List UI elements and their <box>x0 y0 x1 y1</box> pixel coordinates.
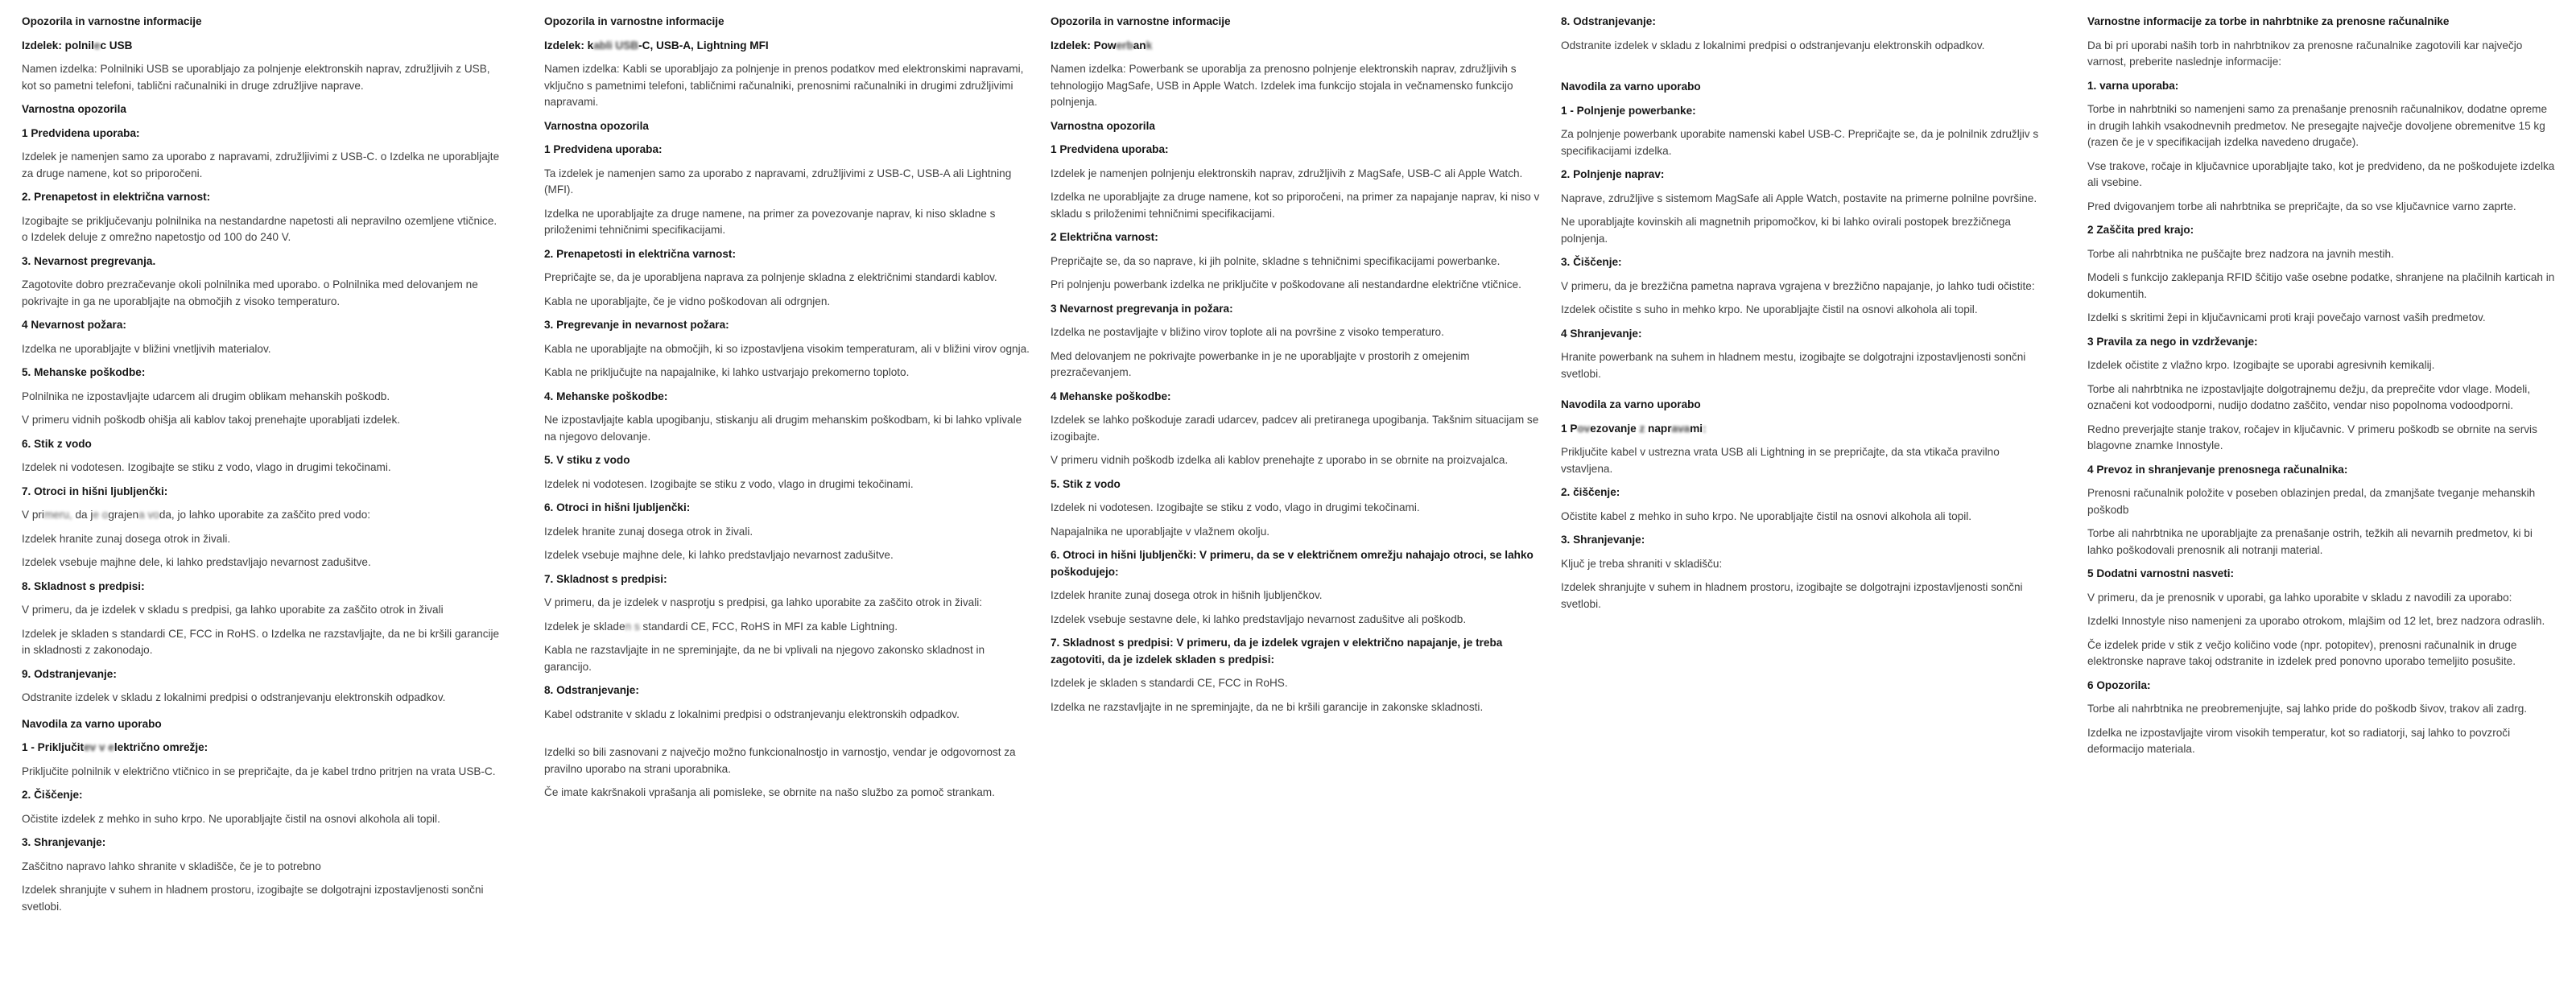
blurred-text: abli USB <box>593 39 639 52</box>
paragraph: Kabla ne razstavljajte in ne spreminjajte, da ne bi vplivali na njegovo zakonsko skladnost in garancijo. <box>544 644 985 673</box>
paragraph: V primeru, da je ograjena voda, jo lahko uporabite za zaščito pred vodo: <box>22 509 371 521</box>
section-heading: 4 Shranjevanje: <box>1561 327 1642 340</box>
paragraph: Zaščitno napravo lahko shranite v skladišče, če je to potrebno <box>22 860 321 872</box>
paragraph: Ta izdelek je namenjen samo za uporabo z napravami, združljivimi z USB-C, USB-A ali Lightning (MFI). <box>544 167 1012 196</box>
paragraph: Izdelek hranite zunaj dosega otrok in živali. <box>22 532 231 545</box>
paragraph: Izdelka ne uporabljajte za druge namene, kot so priporočeni, na primer za napajanje naprav, ki niso v skladu s priloženimi tehničnimi specifikacijami. <box>1051 191 1540 220</box>
blurred-text: ov <box>1577 422 1591 435</box>
paragraph: Izdelek je skladen s standardi CE, FCC in RoHS. o Izdelka ne razstavljajte, da ne bi kršili garancije in skladnosti z zakonodajo. <box>22 627 500 656</box>
section-heading: 3. Shranjevanje: <box>1561 534 1645 546</box>
paragraph: Kabel odstranite v skladu z lokalnimi predpisi o odstranjevanju elektronskih odpadkov. <box>544 707 960 720</box>
section-heading: Varnostna opozorila <box>1051 119 1155 132</box>
paragraph: Namen izdelka: Powerbank se uporablja za prenosno polnjenje elektronskih naprav, združljivih s tehnologijo MagSafe, USB in Apple Watch. Izdelek ima funkcijo stojala in večnamensko funkcijo polnjenja. <box>1051 63 1517 108</box>
blurred-text: erb <box>1116 39 1133 52</box>
paragraph: Ključ je treba shraniti v skladišču: <box>1561 557 1723 570</box>
blurred-text: z <box>1639 422 1645 435</box>
paragraph: Torbe ali nahrbtnika ne preobremenjujte, saj lahko pride do poškodb šivov, trakov ali zadrg. <box>2087 703 2528 715</box>
paragraph: Izdelka ne postavljajte v bližino virov toplote ali na površine z visoko temperaturo. <box>1051 326 1444 338</box>
paragraph: Prenosni računalnik položite v poseben oblazinjen predal, da zmanjšate tveganje mehanskih poškodb <box>2087 487 2536 516</box>
section-heading: Varnostna opozorila <box>22 103 126 115</box>
paragraph: Izdelki s skritimi žepi in ključavnicami proti kraji povečajo varnost vaših predmetov. <box>2087 311 2486 324</box>
section-heading: 3 Nevarnost pregrevanja in požara: <box>1051 302 1233 315</box>
section-heading: Navodila za varno uporabo <box>1561 398 1701 410</box>
paragraph: Zagotovite dobro prezračevanje okoli polnilnika med uporabo. o Polnilnika med delovanjem ne pokrivajte in ga ne uporabljajte na območjih z visoko temperaturo. <box>22 278 478 307</box>
section-heading: 5. V stiku z vodo <box>544 454 630 466</box>
column-powerbank <box>1051 14 1540 723</box>
section-heading: 2. čiščenje: <box>1561 486 1620 498</box>
blurred-text: : <box>1703 422 1707 435</box>
paragraph: Med delovanjem ne pokrivajte powerbanke in je ne uporabljajte v prostorih z omejenim prezračevanjem. <box>1051 349 1470 378</box>
paragraph: Izdelki Innostyle niso namenjeni za uporabo otrokom, mlajšim od 12 let, brez nadzora odraslih. <box>2087 615 2545 627</box>
paragraph: V primeru, da je izdelek v nasprotju s predpisi, ga lahko uporabite za zaščito otrok in živali: <box>544 596 983 608</box>
section-heading: Navodila za varno uporabo <box>22 717 162 730</box>
section-heading: Navodila za varno uporabo <box>1561 80 1701 93</box>
section-heading: 2. Prenapetost in električna varnost: <box>22 191 211 203</box>
section-heading: 1. varna uporaba: <box>2087 79 2179 92</box>
paragraph: Izdelek vsebuje majhne dele, ki lahko predstavljajo nevarnost zadušitve. <box>22 556 371 568</box>
paragraph: Očistite kabel z mehko in suho krpo. Ne uporabljajte čistil na osnovi alkohola ali topil. <box>1561 509 1972 522</box>
blurred-text: n s <box>625 620 640 633</box>
section-heading: 3. Pregrevanje in nevarnost požara: <box>544 319 729 331</box>
blurred-text: ev v e <box>84 741 114 753</box>
paragraph: Izdelek je skladen s standardi CE, FCC in RoHS. <box>1051 677 1288 689</box>
paragraph: Očistite izdelek z mehko in suho krpo. Ne uporabljajte čistil na osnovi alkohola ali topil. <box>22 812 440 825</box>
section-heading: 2. Čiščenje: <box>22 789 83 801</box>
paragraph: Vse trakove, ročaje in ključavnice uporabljajte tako, kot je predvideno, da ne poškodujete izdelka ali vsebine. <box>2087 159 2555 188</box>
section-heading: 7. Skladnost s predpisi: V primeru, da je izdelek vgrajen v električno napajanje, je treba zagotoviti, da je izdelek skladen s predpisi: <box>1051 637 1503 666</box>
paragraph: Ne izpostavljajte kabla upogibanju, stiskanju ali drugim mehanskim poškodbam, ki bi lahko vplivale na njegovo delovanje. <box>544 414 1022 443</box>
blurred-text: k <box>1146 39 1153 52</box>
paragraph: Izdelek vsebuje sestavne dele, ki lahko predstavljajo nevarnost zadušitve ali poškodb. <box>1051 612 1467 625</box>
section-heading: 6. Otroci in hišni ljubljenčki: V primeru, da se v električnem omrežju nahajajo otroci, se lahko poškodujejo: <box>1051 549 1534 578</box>
paragraph: Izdelek je namenjen polnjenju elektronskih naprav, združljivih z MagSafe, USB-C ali Apple Watch. <box>1051 167 1523 179</box>
section-heading: 2 Električna varnost: <box>1051 231 1158 243</box>
blurred-text: meru, <box>43 509 72 521</box>
paragraph: Naprave, združljive s sistemom MagSafe ali Apple Watch, postavite na primerne polnilne površine. <box>1561 192 2037 204</box>
paragraph: Izdelek ni vodotesen. Izogibajte se stiku z vodo, vlago in drugimi tekočinami. <box>544 477 914 490</box>
paragraph: Odstranite izdelek v skladu z lokalnimi predpisi o odstranjevanju elektronskih odpadkov. <box>22 691 446 703</box>
section-heading: 7. Skladnost s predpisi: <box>544 572 667 585</box>
section-heading: Izdelek: Powerbank <box>1051 39 1153 52</box>
paragraph: V primeru vidnih poškodb izdelka ali kablov prenehajte z uporabo in se obrnite na proizvajalca. <box>1051 454 1509 466</box>
paragraph: Kabla ne uporabljajte na območjih, ki so izpostavljena visokim temperaturam, ali v bližini virov ognja. <box>544 342 1030 355</box>
paragraph: Izdelka ne uporabljajte za druge namene, na primer za povezovanje naprav, ki niso skladne s priloženimi tehničnimi specifikacijami. <box>544 207 996 236</box>
section-heading: 4 Prevoz in shranjevanje prenosnega računalnika: <box>2087 463 2348 476</box>
paragraph: Priključite polnilnik v električno vtičnico in se prepričajte, da je kabel trdno pritrjen na vrata USB-C. <box>22 765 496 777</box>
paragraph: Torbe in nahrbtniki so namenjeni samo za prenašanje prenosnih računalnikov, dodatne opreme in drugih lahkih vsakodnevnih predmetov. Ne presegajte največje dovoljene obremenitve 15 kg (razen če je v specifikacijah izdelka navedeno drugače). <box>2087 103 2548 148</box>
paragraph: Redno preverjajte stanje trakov, ročajev in ključavnic. V primeru poškodb se obrnite na servis blagovne znamke Innostyle. <box>2087 423 2537 451</box>
paragraph: Izdelek ni vodotesen. Izogibajte se stiku z vodo, vlago in drugimi tekočinami. <box>1051 501 1420 513</box>
paragraph: Prepričajte se, da so naprave, ki jih polnite, skladne s tehničnimi specifikacijami powerbanke. <box>1051 254 1501 267</box>
column-laptop-bags <box>2087 14 2558 765</box>
paragraph: Torbe ali nahrbtnika ne izpostavljajte dolgotrajnemu dežju, da preprečite vdor vlage. Modeli, označeni kot vodoodporni, nudijo dodatno zaščito, vendar niso popolnoma vodoodporni. <box>2087 382 2531 411</box>
paragraph: Izdelek shranjujte v suhem in hladnem prostoru, izogibajte se dolgotrajni izpostavljenosti sončni svetlobi. <box>22 884 484 913</box>
paragraph: Izdelek hranite zunaj dosega otrok in hišnih ljubljenčkov. <box>1051 589 1323 601</box>
section-heading: 8. Skladnost s predpisi: <box>22 579 145 592</box>
section-heading: 4 Nevarnost požara: <box>22 319 126 331</box>
column-usb-charger <box>22 14 505 922</box>
section-heading: 4 Mehanske poškodbe: <box>1051 390 1171 402</box>
section-heading: 3. Shranjevanje: <box>22 836 106 848</box>
section-heading: 6 Opozorila: <box>2087 678 2151 691</box>
blurred-text: ava <box>1671 422 1690 435</box>
section-heading: 1 - Priključitev v električno omrežje: <box>22 741 208 753</box>
paragraph: Torbe ali nahrbtnika ne puščajte brez nadzora na javnih mestih. <box>2087 247 2394 260</box>
section-heading: 7. Otroci in hišni ljubljenčki: <box>22 484 168 497</box>
section-heading: Varnostna opozorila <box>544 119 649 132</box>
blurred-text: e <box>93 39 101 52</box>
section-heading: 3. Nevarnost pregrevanja. <box>22 254 156 267</box>
column-instructions <box>1561 14 2054 620</box>
section-heading: Izdelek: kabli USB-C, USB-A, Lightning MFI <box>544 39 769 52</box>
column-cables <box>544 14 1030 809</box>
paragraph: Izdelka ne uporabljajte v bližini vnetljivih materialov. <box>22 342 271 355</box>
paragraph: V primeru, da je izdelek v skladu s predpisi, ga lahko uporabite za zaščito otrok in živali <box>22 604 444 616</box>
paragraph: Za polnjenje powerbank uporabite namenski kabel USB-C. Prepričajte se, da je polnilnik združljiv s specifikacijami izdelka. <box>1561 128 2039 157</box>
paragraph: Izdelek shranjujte v suhem in hladnem prostoru, izogibajte se dolgotrajni izpostavljenosti sončni svetlobi. <box>1561 581 2023 610</box>
paragraph: Izdelek se lahko poškoduje zaradi udarcev, padcev ali pretiranega upogibanja. Takšnim situacijam se izogibajte. <box>1051 414 1539 443</box>
section-heading: 8. Odstranjevanje: <box>1561 15 1656 27</box>
paragraph: Priključite kabel v ustrezna vrata USB ali Lightning in se prepričajte, da sta vtikača pravilno vstavljena. <box>1561 446 2000 475</box>
paragraph: Da bi pri uporabi naših torb in nahrbtnikov za prenosne računalnike zagotovili kar največjo varnost, preberite naslednje informacije: <box>2087 39 2523 68</box>
paragraph: Izdelek je namenjen samo za uporabo z napravami, združljivimi z USB-C. o Izdelka ne uporabljajte za druge namene, kot so priporočeni. <box>22 150 500 179</box>
section-heading: 1 Predvidena uporaba: <box>544 143 663 155</box>
paragraph: Izdelek je skladen s standardi CE, FCC, RoHS in MFI za kable Lightning. <box>544 620 898 633</box>
section-heading: 1 Predvidena uporaba: <box>22 126 140 139</box>
paragraph: Izdelki so bili zasnovani z največjo možno funkcionalnostjo in varnostjo, vendar je odgovornost za pravilno uporabo na strani uporabnika. <box>544 746 1016 775</box>
paragraph: Izogibajte se priključevanju polnilnika na nestandardne napetosti ali nepravilno ozemljene vtičnice. o Izdelek deluje z omrežno napetostjo od 100 do 240 V. <box>22 214 497 243</box>
paragraph: V primeru, da je prenosnik v uporabi, ga lahko uporabite v skladu z navodili za uporabo: <box>2087 591 2512 604</box>
paragraph: Izdelek hranite zunaj dosega otrok in živali. <box>544 525 753 538</box>
paragraph: Pri polnjenju powerbank izdelka ne priključite v poškodovane ali nestandardne električne vtičnice. <box>1051 278 1521 291</box>
section-heading: 9. Odstranjevanje: <box>22 667 117 680</box>
paragraph: Odstranite izdelek v skladu z lokalnimi predpisi o odstranjevanju elektronskih odpadkov. <box>1561 39 1985 52</box>
section-heading: 3. Čiščenje: <box>1561 256 1622 268</box>
paragraph: V primeru, da je brezžična pametna naprava vgrajena v brezžično napajanje, jo lahko tudi očistite: <box>1561 279 2035 292</box>
section-heading: 3 Pravila za nego in vzdrževanje: <box>2087 335 2258 348</box>
paragraph: Izdelek očistite s suho in mehko krpo. Ne uporabljajte čistil na osnovi alkohola ali topil. <box>1561 303 1978 315</box>
section-heading: 4. Mehanske poškodbe: <box>544 390 668 402</box>
section-heading: Opozorila in varnostne informacije <box>22 15 202 27</box>
paragraph: Polnilnika ne izpostavljajte udarcem ali drugim oblikam mehanskih poškodb. <box>22 390 390 402</box>
section-heading: 2 Zaščita pred krajo: <box>2087 224 2194 236</box>
section-heading: 2. Prenapetosti in električna varnost: <box>544 247 736 260</box>
paragraph: Če izdelek pride v stik z večjo količino vode (npr. potopitev), prenosni računalnik in druge elektronske naprave takoj odstranite in izdelek pred ponovno uporabo temeljito posušite. <box>2087 638 2517 667</box>
paragraph: Izdelek ni vodotesen. Izogibajte se stiku z vodo, vlago in drugimi tekočinami. <box>22 461 391 473</box>
paragraph: Pred dvigovanjem torbe ali nahrbtnika se prepričajte, da so vse ključavnice varno zaprte. <box>2087 200 2516 212</box>
section-heading: Opozorila in varnostne informacije <box>1051 15 1231 27</box>
paragraph: Izdelek očistite z vlažno krpo. Izogibajte se uporabi agresivnih kemikalij. <box>2087 359 2435 371</box>
section-heading: 1 Povezovanje z napravami: <box>1561 422 1707 435</box>
section-heading: 6. Stik z vodo <box>22 437 92 450</box>
paragraph: Namen izdelka: Kabli se uporabljajo za polnjenje in prenos podatkov med elektronskimi napravami, vključno s pametnimi telefoni, tabličnimi računalniki, prenosnimi računalniki in drugimi združljivimi napravami. <box>544 63 1024 108</box>
section-heading: 8. Odstranjevanje: <box>544 684 639 696</box>
section-heading: 5. Stik z vodo <box>1051 477 1121 490</box>
section-heading: 5. Mehanske poškodbe: <box>22 366 146 378</box>
paragraph: Torbe ali nahrbtnika ne uporabljajte za prenašanje ostrih, težkih ali nevarnih predmetov, ki bi lahko poškodovali prenosnik ali notranji material. <box>2087 527 2533 556</box>
section-heading: 1 - Polnjenje powerbanke: <box>1561 104 1696 117</box>
paragraph: Modeli s funkcijo zaklepanja RFID ščitijo vaše osebne podatke, shranjene na plačilnih karticah in dokumentih. <box>2087 271 2555 300</box>
paragraph: Napajalnika ne uporabljajte v vlažnem okolju. <box>1051 525 1270 538</box>
paragraph: Hranite powerbank na suhem in hladnem mestu, izogibajte se dolgotrajni izpostavljenosti sončni svetlobi. <box>1561 351 2026 380</box>
section-heading: 2. Polnjenje naprav: <box>1561 168 1665 180</box>
paragraph: Izdelka ne izpostavljajte virom visokih temperatur, kot so radiatorji, saj lahko to povzroči deformacijo materiala. <box>2087 726 2511 755</box>
paragraph: Izdelek vsebuje majhne dele, ki lahko predstavljajo nevarnost zadušitve. <box>544 549 894 561</box>
section-heading: Opozorila in varnostne informacije <box>544 15 724 27</box>
paragraph: Kabla ne priključujte na napajalnike, ki lahko ustvarjajo prekomerno toploto. <box>544 366 910 378</box>
paragraph: Ne uporabljajte kovinskih ali magnetnih pripomočkov, ki bi lahko ovirali postopek brezžičnega polnjenja. <box>1561 216 2011 245</box>
paragraph: Kabla ne uporabljajte, če je vidno poškodovan ali odrgnjen. <box>544 295 831 307</box>
paragraph: Namen izdelka: Polnilniki USB se uporabljajo za polnjenje elektronskih naprav, združljivih z USB, kot so pametni telefoni, tablični računalniki in druge združljive naprave. <box>22 63 490 92</box>
blurred-text: a vo <box>138 509 159 521</box>
paragraph: Prepričajte se, da je uporabljena naprava za polnjenje skladna z električnimi standardi kablov. <box>544 271 997 283</box>
paragraph: Izdelka ne razstavljajte in ne spreminjajte, da ne bi kršili garancije in zakonske skladnosti. <box>1051 700 1484 713</box>
paragraph: Če imate kakršnakoli vprašanja ali pomisleke, se obrnite na našo službo za pomoč strankam. <box>544 786 995 798</box>
section-heading: Varnostne informacije za torbe in nahrbtnike za prenosne računalnike <box>2087 15 2450 27</box>
section-heading: Izdelek: polnilec USB <box>22 39 133 52</box>
blurred-text: e o <box>93 509 109 521</box>
section-heading: 5 Dodatni varnostni nasveti: <box>2087 567 2235 579</box>
section-heading: 6. Otroci in hišni ljubljenčki: <box>544 501 691 513</box>
section-heading: 1 Predvidena uporaba: <box>1051 143 1169 155</box>
paragraph: V primeru vidnih poškodb ohišja ali kablov takoj prenehajte uporabljati izdelek. <box>22 414 401 426</box>
